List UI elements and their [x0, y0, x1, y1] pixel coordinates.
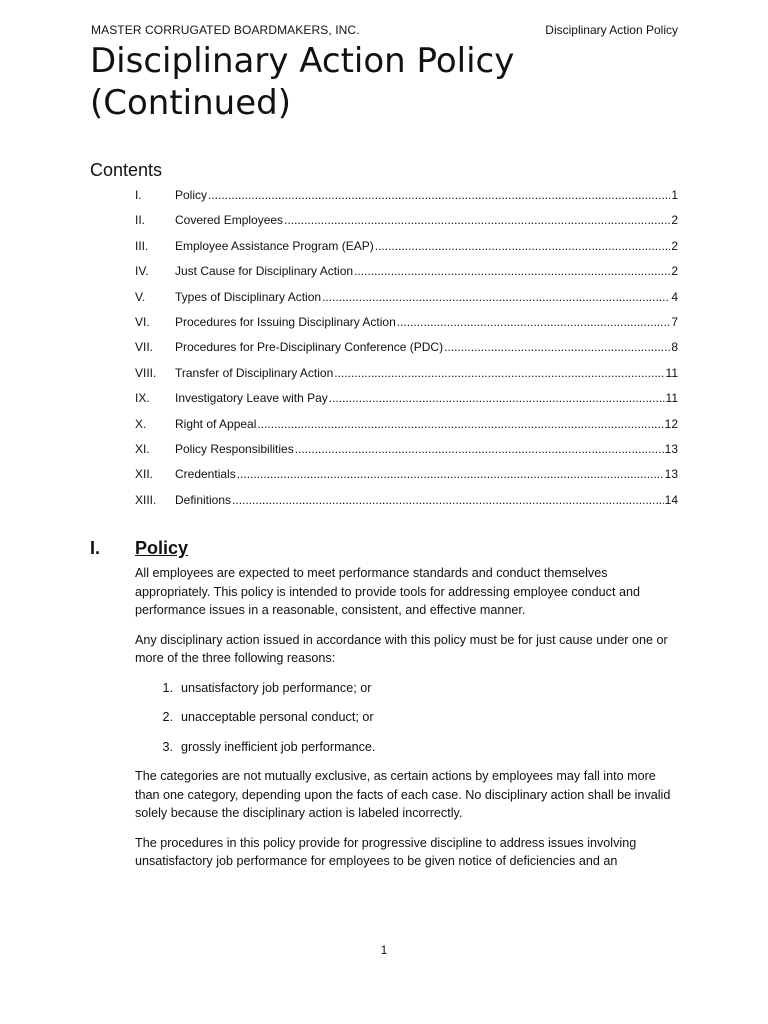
toc-dot-leader [284, 210, 670, 230]
toc-entry-number: XII. [135, 467, 154, 482]
toc-entry-number: II. [135, 213, 146, 228]
toc-entry-title[interactable]: Policy Responsibilities [175, 441, 294, 456]
toc-entry-page[interactable]: 2 [671, 213, 678, 228]
body-paragraph: The categories are not mutually exclusive, as certain actions by employees may fall into more than one category, depending upon the facts of each case. No disciplinary action shall be invalid solely because the disciplinary action is labeled incorrectly. [135, 769, 671, 821]
list-item [135, 679, 683, 698]
body-paragraph: All employees are expected to meet performance standards and conduct themselves appropriately. This policy is intended to provide tools for addressing employee conduct and performance issues in a reasonable, consistent, and effective manner. [135, 566, 640, 618]
toc-entry[interactable] [135, 337, 678, 362]
toc-entry-page[interactable]: 8 [671, 340, 678, 355]
toc-entry-title[interactable]: Just Cause for Disciplinary Action [175, 264, 354, 279]
toc-entry-number: XIII. [135, 492, 157, 507]
toc-entry-number: VI. [135, 314, 150, 329]
toc-entry-page[interactable]: 13 [664, 441, 678, 456]
header-company-name: MASTER CORRUGATED BOARDMAKERS, INC. [91, 23, 360, 37]
toc-dot-leader [354, 261, 670, 281]
toc-dot-leader [329, 388, 665, 408]
toc-entry-title[interactable]: Right of Appeal [175, 416, 257, 431]
list-item-text: grossly inefficient job performance. [181, 739, 376, 754]
toc-entry[interactable] [135, 287, 678, 312]
toc-entry-number: VIII. [135, 365, 157, 380]
toc-entry-page[interactable]: 14 [664, 492, 678, 507]
toc-dot-leader [237, 464, 664, 484]
toc-entry-page[interactable]: 2 [671, 238, 678, 253]
toc-entry-page[interactable]: 13 [664, 467, 678, 482]
toc-dot-leader [295, 439, 664, 459]
toc-entry-number: VII. [135, 340, 154, 355]
section-heading [90, 538, 690, 559]
toc-entry-page[interactable]: 1 [671, 188, 678, 202]
toc-entry-page[interactable]: 4 [671, 289, 678, 304]
list-item-number: 2. [162, 710, 173, 725]
toc-entry[interactable] [135, 439, 678, 464]
page-number: 1 [380, 943, 388, 957]
list-item-text: unacceptable personal conduct; or [181, 710, 374, 725]
toc-dot-leader [334, 363, 664, 383]
toc-entry[interactable] [135, 388, 678, 413]
toc-dot-leader [232, 490, 664, 510]
list-item [135, 738, 683, 757]
toc-entry-title[interactable]: Procedures for Issuing Disciplinary Action [175, 314, 396, 329]
table-of-contents [135, 185, 678, 515]
toc-entry-page[interactable]: 2 [671, 264, 678, 279]
toc-entry-page[interactable]: 11 [665, 365, 678, 380]
toc-dot-leader [375, 236, 671, 256]
toc-entry-title[interactable]: Credentials [175, 467, 236, 482]
list-item-number: 1. [162, 680, 173, 695]
toc-entry-number: IX. [135, 391, 150, 406]
contents-heading: Contents [90, 160, 163, 180]
toc-entry-number: V. [135, 289, 146, 304]
toc-entry-title[interactable]: Transfer of Disciplinary Action [175, 365, 334, 380]
toc-entry-title[interactable]: Policy [175, 188, 208, 202]
toc-entry-number: XI. [135, 441, 150, 456]
toc-entry-title[interactable]: Employee Assistance Program (EAP) [175, 238, 374, 253]
toc-entry-number: III. [135, 238, 149, 253]
toc-entry-page[interactable]: 7 [671, 314, 678, 329]
toc-entry-page[interactable]: 12 [664, 416, 678, 431]
list-item-text: unsatisfactory job performance; or [181, 680, 372, 695]
toc-dot-leader [444, 337, 670, 357]
toc-entry[interactable] [135, 464, 678, 489]
toc-entry[interactable] [135, 414, 678, 439]
toc-entry-number: IV. [135, 264, 149, 279]
header-document-name: Disciplinary Action Policy [545, 23, 678, 37]
toc-entry-title[interactable]: Types of Disciplinary Action [175, 289, 322, 304]
toc-dot-leader [322, 287, 670, 307]
toc-entry[interactable] [135, 312, 678, 337]
toc-entry[interactable] [135, 236, 678, 261]
toc-dot-leader [397, 312, 671, 332]
list-item [135, 708, 683, 727]
toc-entry-title[interactable]: Procedures for Pre-Disciplinary Conference (PDC) [175, 340, 444, 355]
body-paragraph: The procedures in this policy provide for progressive discipline to address issues involving unsatisfactory job performance for employees to be given notice of deficiencies and an [135, 835, 637, 869]
toc-entry-number: I. [135, 188, 142, 202]
toc-entry[interactable] [135, 490, 678, 515]
section-title: Policy [135, 538, 189, 558]
reasons-list [135, 679, 683, 757]
toc-entry[interactable] [135, 185, 678, 210]
section-number: I. [90, 538, 101, 558]
list-item-number: 3. [162, 739, 173, 754]
toc-entry-title[interactable]: Covered Employees [175, 213, 284, 228]
toc-entry-title[interactable]: Definitions [175, 492, 232, 507]
toc-entry-title[interactable]: Investigatory Leave with Pay [175, 391, 328, 406]
toc-entry[interactable] [135, 261, 678, 286]
toc-dot-leader [257, 414, 663, 434]
toc-dot-leader [208, 185, 670, 205]
body-paragraph: Any disciplinary action issued in accordance with this policy must be for just cause under one or more of the three following reasons: [135, 632, 668, 666]
document-title: Disciplinary Action Policy (Continued) [90, 41, 515, 123]
section-body [135, 564, 683, 882]
toc-entry[interactable] [135, 210, 678, 235]
toc-entry-number: X. [135, 416, 147, 431]
toc-entry[interactable] [135, 363, 678, 388]
toc-entry-page[interactable]: 11 [665, 391, 678, 406]
